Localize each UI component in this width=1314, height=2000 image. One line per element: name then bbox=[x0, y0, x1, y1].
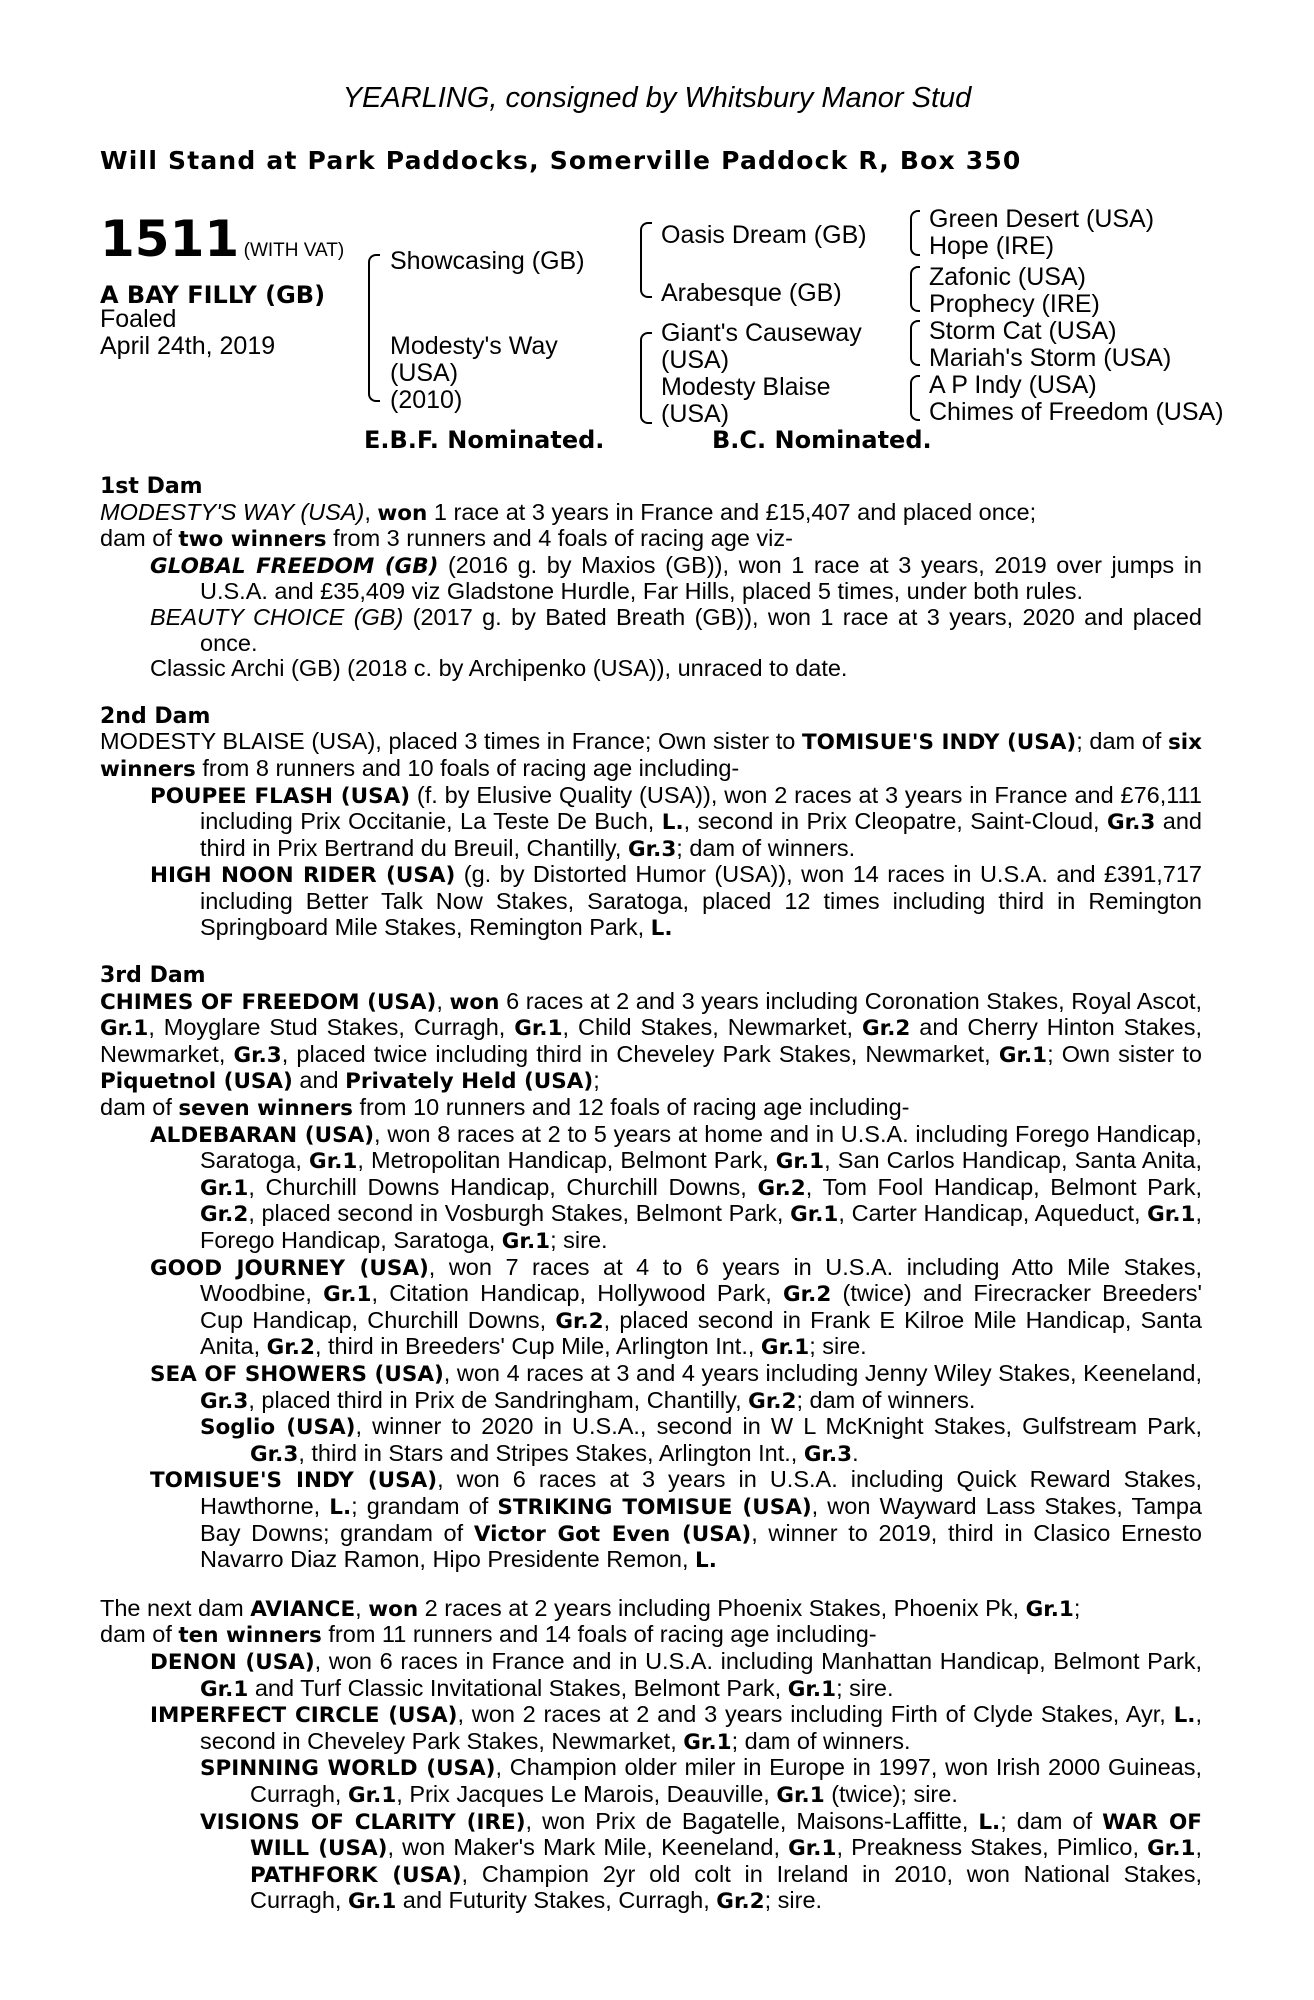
ggp-4: Prophecy (IRE) bbox=[929, 290, 1100, 318]
produce-entry: SPINNING WORLD (USA), Champion older miler in Europe in 1997, won Irish 2000 Guineas, Curragh, Gr.1, Prix Jacques Le Marois, Deauville, Gr.1 (twice); sire. bbox=[200, 1754, 1203, 1808]
ggp-1: Green Desert (USA) bbox=[929, 205, 1155, 233]
dam-sire-line-2: (USA) bbox=[661, 346, 730, 374]
produce-entry: VISIONS OF CLARITY (IRE), won Prix de Bagatelle, Maisons-Laffitte, L.; dam of WAR OF WILL (USA), won Maker's Mark Mile, Keeneland, Gr.1, Preakness Stakes, Pimlico, Gr.1, PATHFORK (USA), Champion 2yr old colt in Ireland in 2010, won National Stakes, Curragh, Gr.1 and Futurity Stakes, Curragh, Gr.2; sire. bbox=[200, 1807, 1202, 1915]
third-dam-heading: 3rd Dam bbox=[100, 963, 206, 989]
pedigree-brace-1 bbox=[368, 254, 380, 402]
ggp-6: Mariah's Storm (USA) bbox=[929, 344, 1172, 372]
third-dam-text: CHIMES OF FREEDOM (USA), won 6 races at 2 and 3 years including Coronation Stakes, Royal Ascot, Gr.1, Moyglare Stud Stakes, Curragh, Gr.1, Child Stakes, Newmarket, Gr.2 and Cherry Hinton Stakes, Newmarket, Gr.3, placed twice including third in Cheveley Park Stakes, Newmarket, Gr.1; Own sister to Piquetnol (USA) and Privately Held (USA); bbox=[100, 987, 1203, 1095]
foaled-date: April 24th, 2019 bbox=[100, 332, 276, 360]
produce-entry: IMPERFECT CIRCLE (USA), won 2 races at 2 and 3 years including Firth of Clyde Stakes, Ayr, L., second in Cheveley Park Stakes, Newmarket, Gr.1; dam of winners. bbox=[150, 1701, 1202, 1755]
stand-location: Will Stand at Park Paddocks, Somerville Paddock R, Box 350 bbox=[100, 146, 1022, 175]
pedigree-brace-4 bbox=[910, 210, 920, 256]
first-dam-produce: dam of two winners from 3 runners and 4 foals of racing age viz- bbox=[100, 525, 793, 553]
ggp-8: Chimes of Freedom (USA) bbox=[929, 398, 1224, 426]
second-dam-section bbox=[100, 704, 1202, 941]
second-dam-text: MODESTY BLAISE (USA), placed 3 times in France; Own sister to TOMISUE'S INDY (USA); dam of six winners from 8 runners and 10 foals of racing age including- bbox=[100, 728, 1202, 782]
next-dam-section bbox=[100, 1596, 1202, 1915]
sire-sire: Oasis Dream (GB) bbox=[661, 221, 867, 249]
pedigree-brace-6 bbox=[910, 320, 920, 366]
first-dam-heading: 1st Dam bbox=[100, 474, 203, 499]
ggp-3: Zafonic (USA) bbox=[929, 263, 1086, 291]
dam-line-3: (2010) bbox=[390, 386, 463, 414]
page-title: YEARLING, consigned by Whitsbury Manor Stud bbox=[342, 82, 972, 114]
produce-entry: GOOD JOURNEY (USA), won 7 races at 4 to 6 years in U.S.A. including Atto Mile Stakes, Woodbine, Gr.1, Citation Handicap, Hollywood Park, Gr.2 (twice) and Firecracker Breeders' Cup Handicap, Churchill Downs, Gr.2, placed second in Frank E Kilroe Mile Handicap, Santa Anita, Gr.2, third in Breeders' Cup Mile, Arlington Int., Gr.1; sire. bbox=[150, 1253, 1203, 1361]
produce-entry: SEA OF SHOWERS (USA), won 4 races at 3 and 4 years including Jenny Wiley Stakes, Keeneland, Gr.3, placed third in Prix de Sandringham, Chantilly, Gr.2; dam of winners. bbox=[150, 1360, 1202, 1414]
next-dam-text: The next dam AVIANCE, won 2 races at 2 years including Phoenix Stakes, Phoenix Pk, Gr.1; bbox=[100, 1594, 1081, 1622]
sire: Showcasing (GB) bbox=[390, 247, 585, 275]
dam-dam-line-1: Modesty Blaise bbox=[661, 373, 831, 401]
pedigree-brace-3 bbox=[640, 332, 652, 424]
third-dam-produce: dam of seven winners from 10 runners and 12 foals of racing age including- bbox=[100, 1094, 910, 1122]
horse-name: A BAY FILLY (GB) bbox=[100, 281, 326, 309]
dam-dam-line-2: (USA) bbox=[661, 400, 730, 428]
dam-sire-line-1: Giant's Causeway bbox=[661, 319, 862, 347]
pedigree-brace-2 bbox=[640, 222, 652, 298]
ebf-nominated: E.B.F. Nominated. bbox=[364, 426, 605, 454]
produce-entry: POUPEE FLASH (USA) (f. by Elusive Quality (USA)), won 2 races at 3 years in France and £76,111 including Prix Occitanie, La Teste De Buch, L., second in Prix Cleopatre, Saint-Cloud, Gr.3 and third in Prix Bertrand du Breuil, Chantilly, Gr.3; dam of winners. bbox=[150, 781, 1202, 862]
produce-entry: Classic Archi (GB) (2018 c. by Archipenko (USA)), unraced to date. bbox=[150, 655, 848, 682]
produce-entry: HIGH NOON RIDER (USA) (g. by Distorted Humor (USA)), won 14 races in U.S.A. and £391,717 including Better Talk Now Stakes, Saratoga, placed 12 times including third in Remington Springboard Mile Stakes, Remington Park, L. bbox=[150, 861, 1202, 941]
pedigree-brace-5 bbox=[910, 266, 920, 312]
ggp-2: Hope (IRE) bbox=[929, 232, 1055, 260]
dam-line-1: Modesty's Way bbox=[390, 332, 558, 360]
bc-nominated: B.C. Nominated. bbox=[712, 426, 932, 454]
next-dam-produce: dam of ten winners from 11 runners and 14 foals of racing age including- bbox=[100, 1621, 877, 1649]
ggp-7: A P Indy (USA) bbox=[929, 371, 1097, 399]
vat-note: (WITH VAT) bbox=[243, 240, 345, 261]
second-dam-heading: 2nd Dam bbox=[100, 703, 211, 729]
first-dam-text: MODESTY'S WAY (USA), won 1 race at 3 years in France and £15,407 and placed once; bbox=[100, 498, 1037, 526]
lot-number: 1511 bbox=[100, 210, 240, 268]
pedigree-brace-7 bbox=[910, 375, 920, 421]
ggp-5: Storm Cat (USA) bbox=[929, 317, 1117, 345]
produce-entry: TOMISUE'S INDY (USA), won 6 races at 3 years in U.S.A. including Quick Reward Stakes, Hawthorne, L.; grandam of STRIKING TOMISUE (USA), won Wayward Lass Stakes, Tampa Bay Downs; grandam of Victor Got Even (USA), winner to 2019, third in Clasico Ernesto Navarro Diaz Ramon, Hipo Presidente Remon, L. bbox=[150, 1466, 1203, 1574]
produce-entry: BEAUTY CHOICE (GB) (2017 g. by Bated Breath (GB)), won 1 race at 3 years, 2020 and placed once. bbox=[150, 603, 1202, 656]
sire-dam: Arabesque (GB) bbox=[661, 279, 842, 307]
produce-entry: DENON (USA), won 6 races in France and in U.S.A. including Manhattan Handicap, Belmont Park, Gr.1 and Turf Classic Invitational Stakes, Belmont Park, Gr.1; sire. bbox=[150, 1647, 1202, 1702]
produce-entry: ALDEBARAN (USA), won 8 races at 2 to 5 years at home and in U.S.A. including Forego Handicap, Saratoga, Gr.1, Metropolitan Handicap, Belmont Park, Gr.1, San Carlos Handicap, Santa Anita, Gr.1, Churchill Downs Handicap, Churchill Downs, Gr.2, Tom Fool Handicap, Belmont Park, Gr.2, placed second in Vosburgh Stakes, Belmont Park, Gr.1, Carter Handicap, Aqueduct, Gr.1, Forego Handicap, Saratoga, Gr.1; sire. bbox=[150, 1120, 1203, 1255]
produce-entry: Soglio (USA), winner to 2020 in U.S.A., second in W L McKnight Stakes, Gulfstream Park, Gr.3, third in Stars and Stripes Stakes, Arlington Int., Gr.3. bbox=[200, 1413, 1202, 1467]
foaled-label: Foaled bbox=[100, 305, 177, 333]
first-dam-section bbox=[100, 474, 1202, 682]
lot-number-line bbox=[100, 210, 344, 268]
third-dam-section bbox=[100, 963, 1202, 1574]
produce-entry: GLOBAL FREEDOM (GB) (2016 g. by Maxios (GB)), won 1 race at 3 years, 2019 over jumps in U.S.A. and £35,409 viz Gladstone Hurdle, Far Hills, placed 5 times, under both rules. bbox=[150, 551, 1202, 605]
dam-line-2: (USA) bbox=[390, 359, 459, 387]
catalogue-body bbox=[100, 474, 1202, 1915]
